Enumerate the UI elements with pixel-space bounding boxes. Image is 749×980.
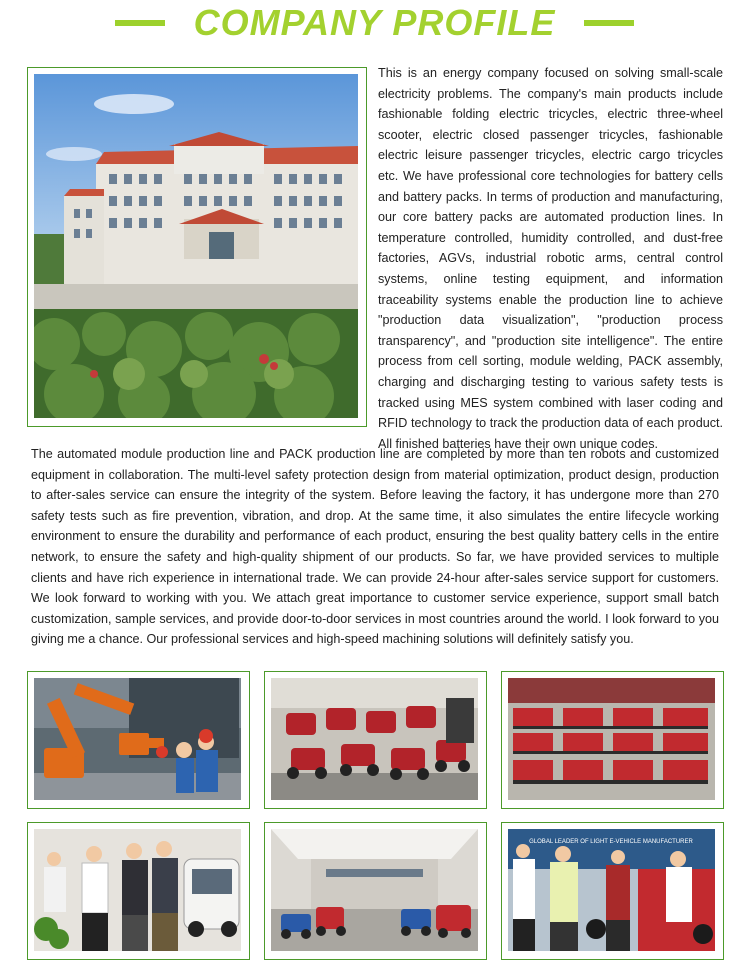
visitors-illustration (34, 829, 241, 951)
title-row (0, 0, 749, 50)
page-title: COMPANY PROFILE (193, 2, 556, 43)
robot-arm-illustration (34, 678, 241, 800)
trade-fair-photo (501, 822, 724, 960)
trade-fair-illustration (508, 829, 715, 951)
scooter-assembly-illustration (271, 678, 478, 800)
robot-arm-photo (27, 671, 250, 809)
scooter-assembly-photo (264, 671, 487, 809)
showroom-illustration (271, 829, 478, 951)
red-scooter-warehouse-photo (501, 671, 724, 809)
warehouse-illustration (508, 678, 715, 800)
body-paragraph: The automated module production line and PACK production line are completed by more than ten robots and customized equipment in collaboration. The multi-level safety protection design from material optimization, product design, production to after-sales service can ensure the integrity of the system. Before leaving the factory, it has undergone more than 270 safety tests such as fire prevention, vibration, and drop. At the same time, it also simulates the entire lifecycle working environment to ensure the durability and performance of each product, ensuring the best quality battery cells in the entire network, to ensure the safety and high-quality shipment of our products. So far, we have provided services to multiple clients and have rich experience in international trade. We can provide 24-hour after-sales service support for customers. We look forward to working with you. We attach great importance to customer service experience, support small batch customization, sample services, and provide door-to-door services in most countries around the world. I look forward to you giving me a chance. Our professional services and high-speed machining solutions will definitely satisfy you. (31, 447, 719, 647)
exhibition-visitors-photo (27, 822, 250, 960)
showroom-hall-photo (264, 822, 487, 960)
company-building-photo (27, 67, 367, 427)
building-illustration (34, 74, 358, 418)
showroom-banner-text: GLOBAL LEADER OF LIGHT E-VEHICLE MANUFACTURER (529, 839, 693, 845)
intro-paragraph: This is an energy company focused on solving small-scale electricity problems. The company's main products include fashionable folding electric tricycles, electric three-wheel scooter, electric closed passenger tricycles, fashionable electric leisure passenger tricycles, electric cargo tricycles etc. We have professional core technologies for battery cells and battery packs. In terms of production and manufacturing, our core battery packs are automated production lines. In temperature controlled, humidity controlled, and dust-free factories, AGVs, industrial robotic arms, central control systems, online testing equipment, and information traceability systems enable the production line to achieve "production data visualization", "production process transparency", and "production site intelligence". The entire process from cell sorting, module welding, PACK assembly, charging and discharging testing to various safety tests is tracked using MES system combined with laser coding and RFID technology to track the production data of each product. All finished batteries have their own unique codes. (378, 66, 723, 451)
title-decor-line-right (584, 20, 634, 26)
